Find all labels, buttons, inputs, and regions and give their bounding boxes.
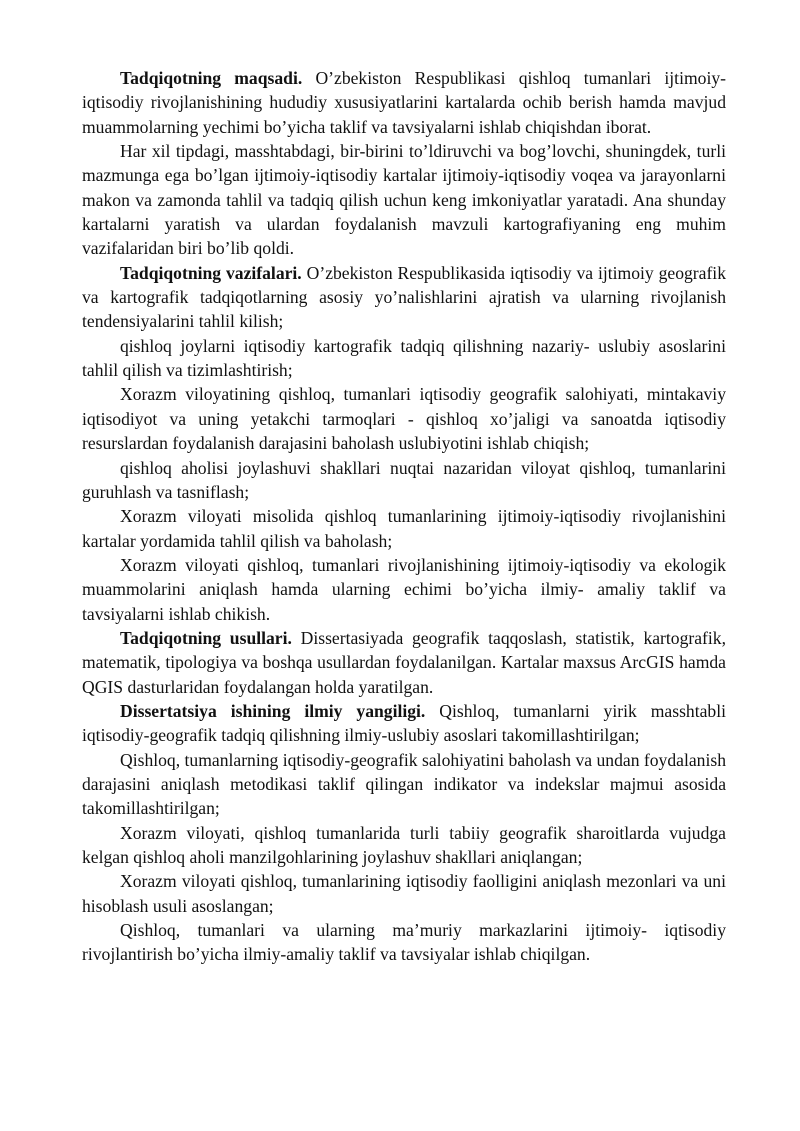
paragraph-text: Har xil tipdagi, masshtabdagi, bir-birini to’ldiruvchi va bog’lovchi, shuningdek, turli mazmunga ega bo’lgan ijtimoiy-iqtisodiy kartalar ijtimoiy-iqtisodiy voqea va jarayonlarni makon va zamonda tahlil va tadqiq qilish uchun keng imkoniyatlar yaratadi. Ana shunday kartalarni yaratish va ulardan foydalanish mavzuli kartografiyaning eng muhim vazifalaridan biri bo’lib qoldi. [82,141,726,259]
paragraph-novelty-item [82,869,726,918]
paragraph-text: Qishloq, tumanlarni yirik masshtabli iqtisodiy-geografik tadqiq qilishning ilmiy-uslubiy asoslari takomillashtirilgan; [82,700,726,746]
paragraph-task-item [82,382,726,455]
paragraph-text: Xorazm viloyati qishloq, tumanlari rivojlanishining ijtimoiy-iqtisodiy va ekologik muammolarini aniqlash hamda ularning echimi bo’yicha ilmiy- amaliy taklif va tavsiyalarni ishlab chikish. [82,554,726,624]
heading-tasks: Tadqiqotning vazifalari. [120,262,302,283]
heading-goal: Tadqiqotning maqsadi. [120,68,303,88]
heading-methods: Tadqiqotning usullari. [120,627,292,648]
paragraph-novelty [82,699,726,748]
document-page [82,66,726,967]
paragraph-text: O’zbekiston Respublikasi qishloq tumanlari ijtimoiy-iqtisodiy rivojlanishining hududiy xususiyatlarini kartalarda ochib berish hamda mavjud muammolarning yechimi bo’yicha taklif va tavsiyalarni ishlab chiqishdan iborat. [82,68,726,137]
paragraph-text: Xorazm viloyati qishloq, tumanlarining iqtisodiy faolligini aniqlash mezonlari va uni hisoblash usuli asoslangan; [82,871,726,916]
paragraph-methods [82,626,726,699]
paragraph-maps [82,139,726,261]
paragraph-text: Xorazm viloyati misolida qishloq tumanlarining ijtimoiy-iqtisodiy rivojlanishini kartalar yordamida tahlil qilish va baholash; [82,506,726,551]
paragraph-goal [82,66,726,139]
paragraph-text: Xorazm viloyati, qishloq tumanlarida turli tabiiy geografik sharoitlarda vujudga kelgan qishloq aholi manzilgohlarining joylashuv shakllari aniqlangan; [82,822,726,867]
paragraph-text: O’zbekiston Respublikasida iqtisodiy va ijtimoiy geografik va kartografik tadqiqotlarning asosiy yo’nalishlarini ajratish va ularning rivojlanish tendensiyalarini tahlil kilish; [82,262,726,332]
paragraph-text: Qishloq, tumanlari va ularning ma’muriy markazlarini ijtimoiy- iqtisodiy rivojlantirish bo’yicha ilmiy-amaliy taklif va tavsiyalar ishlab chiqilgan. [82,920,726,965]
paragraph-tasks [82,261,726,334]
paragraph-text: Xorazm viloyatining qishloq, tumanlari iqtisodiy geografik salohiyati, mintakaviy iqtisodiyot va uning yetakchi tarmoqlari - qishloq xo’jaligi va sanoatda iqtisodiy resurslardan foydalanish darajasini baholash uslubiyotini ishlab chiqish; [82,384,726,454]
paragraph-novelty-item [82,821,726,870]
paragraph-text: qishloq aholisi joylashuvi shakllari nuqtai nazaridan viloyat qishloq, tumanlarini guruhlash va tasniflash; [82,457,726,502]
paragraph-task-item [82,504,726,553]
paragraph-text: qishloq joylarni iqtisodiy kartografik tadqiq qilishning nazariy- uslubiy asoslarini tahlil qilish va tizimlashtirish; [82,335,726,381]
paragraph-task-item [82,456,726,505]
paragraph-text: Dissertasiyada geografik taqqoslash, statistik, kartografik, matematik, tipologiya va boshqa usullardan foydalanilgan. Kartalar maxsus ArcGIS hamda QGIS dasturlaridan foydalangan holda yaratilgan. [82,627,726,697]
paragraph-task-item [82,334,726,383]
heading-novelty: Dissertatsiya ishining ilmiy yangiligi. [120,700,426,721]
paragraph-text: Qishloq, tumanlarning iqtisodiy-geografik salohiyatini baholash va undan foydalanish darajasini aniqlash metodikasi taklif qilingan indikator va indekslar majmui asosida takomillashtirilgan; [82,749,726,819]
paragraph-novelty-item [82,918,726,967]
paragraph-novelty-item [82,748,726,821]
paragraph-task-item [82,553,726,626]
